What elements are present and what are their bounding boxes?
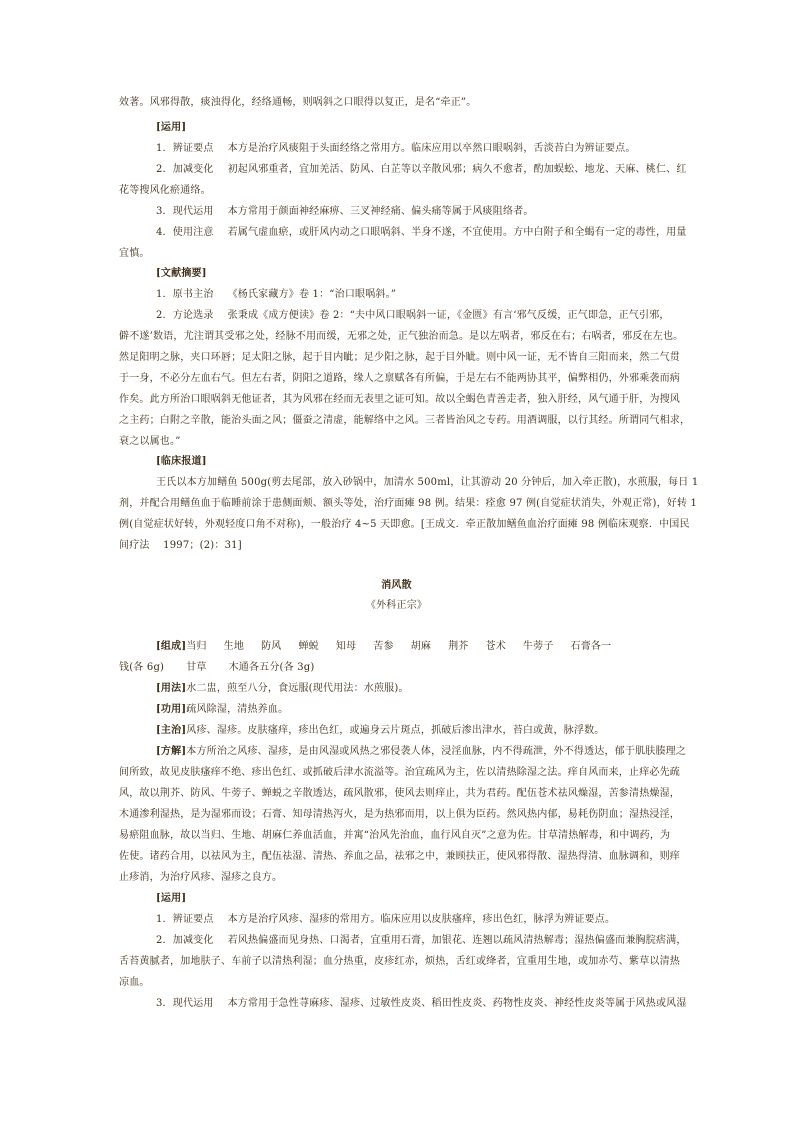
- text-line: 之主药；白附之辛散，能治头面之风；僵蚕之清虚，能解络中之风。三者皆治风之专药。用酒调服，以行其经。所谓同气相求，: [119, 415, 691, 426]
- section-heading: [临床报道]: [156, 456, 207, 467]
- text-line: 间疗法 1997；(2)：31]: [119, 540, 242, 551]
- ingredient: 荆芥: [448, 641, 469, 652]
- text-line: 间所致，故见皮肤瘙痒不绝、疹出色红、或抓破后津水流溢等。治宜疏风为主，佐以清热除湿之法。痒自风而来，止痒必先疏: [119, 767, 680, 778]
- ingredients-line: [组成]当归 生地 防风 蝉蜕 知母 苦参 胡麻 荆芥 苍术 牛蒡子 石膏各一: [156, 641, 612, 652]
- text-line: 凉血。: [119, 977, 150, 988]
- text-line: 4．使用注意 若属气虚血瘀，或肝风内动之口眼㖞斜、半身不遂，不宜使用。方中白附子和全蝎有一定的毒性，用量: [156, 227, 687, 238]
- text-line: 易瘀阻血脉，故以当归、生地、胡麻仁养血活血，并寓“治风先治血，血行风自灭”之意为佐。甘草清热解毒，和中调药，为: [119, 830, 671, 841]
- text-line: 然足阳明之脉，夹口环唇；足太阳之脉，起于目内眦；足少阳之脉，起于目外眦。则中风一证，无不皆自三阳而来，然二气贯: [119, 352, 680, 363]
- text-line: 1．原书主治 《杨氏家藏方》卷 1：“治口眼㖞斜。”: [156, 289, 397, 300]
- ingredient: 苍术: [485, 641, 506, 652]
- text-line: 3．现代运用 本方常用于急性荨麻疹、湿疹、过敏性皮炎、稻田性皮炎、药物性皮炎、神经性皮炎等属于风热或风湿: [156, 998, 687, 1009]
- text-line: 2．加减变化 若风热偏盛而见身热、口渴者，宜重用石膏，加银花、连翘以疏风清热解毒；湿热偏盛而兼胸脘痞满，: [156, 935, 687, 946]
- text-line: 止疹消，为治疗风疹、湿疹之良方。: [119, 872, 283, 883]
- text-line: 风，故以荆芥、防风、牛蒡子、蝉蜕之辛散透达，疏风散邪，使风去则痒止，共为君药。配伍苍术祛风燥湿，苦参清热燥湿，: [119, 788, 680, 799]
- text-line: 王氏以本方加鳝鱼 500g(剪去尾部，放入砂锅中，加清水 500ml，让其游动 20 分钟后，加入牵正散)，水煎服，每日 1: [156, 477, 699, 488]
- text-line: 3．现代运用 本方常用于颜面神经麻痹、三叉神经痛、偏头痛等属于风痰阻络者。: [156, 206, 534, 217]
- text-line: 舌苔黄腻者，加地肤子、车前子以清热利湿；血分热重，皮疹红赤，烦热，舌红或绛者，宜重用生地，或加赤芍、紫草以清热: [119, 956, 680, 967]
- text-line: 例(自觉症状好转，外观轻度口角不对称)，一般治疗 4~5 天即愈。[王成文．牵正散加鳝鱼血治疗面瘫 98 例临床观察．中国民: [119, 519, 690, 530]
- text-line: 作矣。此方所治口眼㖞斜无他证者，其为风邪在经而无表里之证可知。故以全蝎色青善走者，独入肝经，风气通于肝，为搜风: [119, 394, 680, 405]
- ingredient: 当归: [186, 641, 207, 652]
- section-heading: [运用]: [156, 122, 187, 133]
- text-line: 宜慎。: [119, 248, 150, 259]
- text-line: 1．辨证要点 本方是治疗风痰阻于头面经络之常用方。临床应用以卒然口眼㖞斜，舌淡苔白为辨证要点。: [156, 143, 636, 154]
- text-line: 佐使。诸药合用，以祛风为主，配伍祛湿、清热、养血之品，祛邪之中，兼顾扶正，使风邪得散、湿热得清、血脉调和，则痒: [119, 851, 680, 862]
- text-line: 衰之以属也。”: [119, 436, 181, 447]
- text-line: [功用]疏风除湿，清热养血。: [156, 704, 289, 715]
- text-line: 2．方论选录 张秉成《成方便读》卷 2：“夫中风口眼㖞斜一证，《金匮》有言‘邪气反缓，正气即急，正气引邪，: [156, 310, 670, 321]
- section-heading: [文献摘要]: [156, 268, 207, 279]
- ingredient: 胡麻: [410, 641, 432, 652]
- text-line: [用法]水二盅，煎至八分，食远服(现代用法：水煎服)。: [156, 683, 409, 694]
- ingredient: 苦参: [373, 641, 394, 652]
- formula-title: 消风散: [381, 580, 412, 591]
- ingredient: 牛蒡子: [522, 641, 554, 652]
- ingredient: 石膏各一: [570, 641, 612, 652]
- text-line: 2．加减变化 初起风邪重者，宜加羌活、防风、白芷等以辛散风邪；病久不愈者，酌加蜈蚣、地龙、天麻、桃仁、红: [156, 164, 687, 175]
- ingredient: 蝉蜕: [298, 641, 319, 652]
- text-line: 于一身，不必分左血右气。但左右者，阴阳之道路，缘人之禀赋各有所偏，于是左右不能两协其平，偏弊相仍，外邪乘袭而病: [119, 373, 680, 384]
- text-line: [方解]本方所治之风疹、湿疹，是由风湿或风热之邪侵袭人体，浸淫血脉，内不得疏泄，外不得透达，郁于肌肤腠理之: [156, 746, 687, 757]
- ingredient: 知母: [335, 641, 357, 652]
- text-line: 僻不遂’数语，尤注谓其受邪之处，经脉不用而缓，无邪之处，正气独治而急。是以左㖞者，邪反在右；右㖞者，邪反在左也。: [119, 331, 684, 342]
- formula-source: 《外科正宗》: [365, 600, 428, 611]
- text-line: 1．辨证要点 本方是治疗风疹、湿疹的常用方。临床应用以皮肤瘙痒，疹出色红，脉浮为辨证要点。: [156, 914, 616, 925]
- ingredient: 防风: [261, 641, 282, 652]
- text-line: 木通渗利湿热，是为湿邪而设；石膏、知母清热泻火，是为热邪而用，以上俱为臣药。然风热内郁，易耗伤阴血；湿热浸淫，: [119, 809, 680, 820]
- text-line: [主治]风疹、湿疹。皮肤瘙痒，疹出色红，或遍身云片斑点，抓破后渗出津水，苔白或黄，脉浮数。: [156, 725, 605, 736]
- text-line: 花等搜风化瘀通络。: [119, 185, 211, 196]
- ingredients-line: 钱(各 6g) 甘草 木通各五分(各 3g): [119, 662, 315, 673]
- ingredient: 生地: [223, 641, 245, 652]
- section-heading: [运用]: [156, 893, 187, 904]
- text-line: 效著。风邪得散，痰浊得化，经络通畅，则㖞斜之口眼得以复正，是名“牵正”。: [119, 97, 477, 108]
- text-line: 剂，并配合用鳝鱼血于临睡前涂于患侧面颊、额头等处，治疗面瘫 98 例。结果：痊愈 97 例(自觉症状消失，外观正常)，好转 1: [119, 498, 698, 509]
